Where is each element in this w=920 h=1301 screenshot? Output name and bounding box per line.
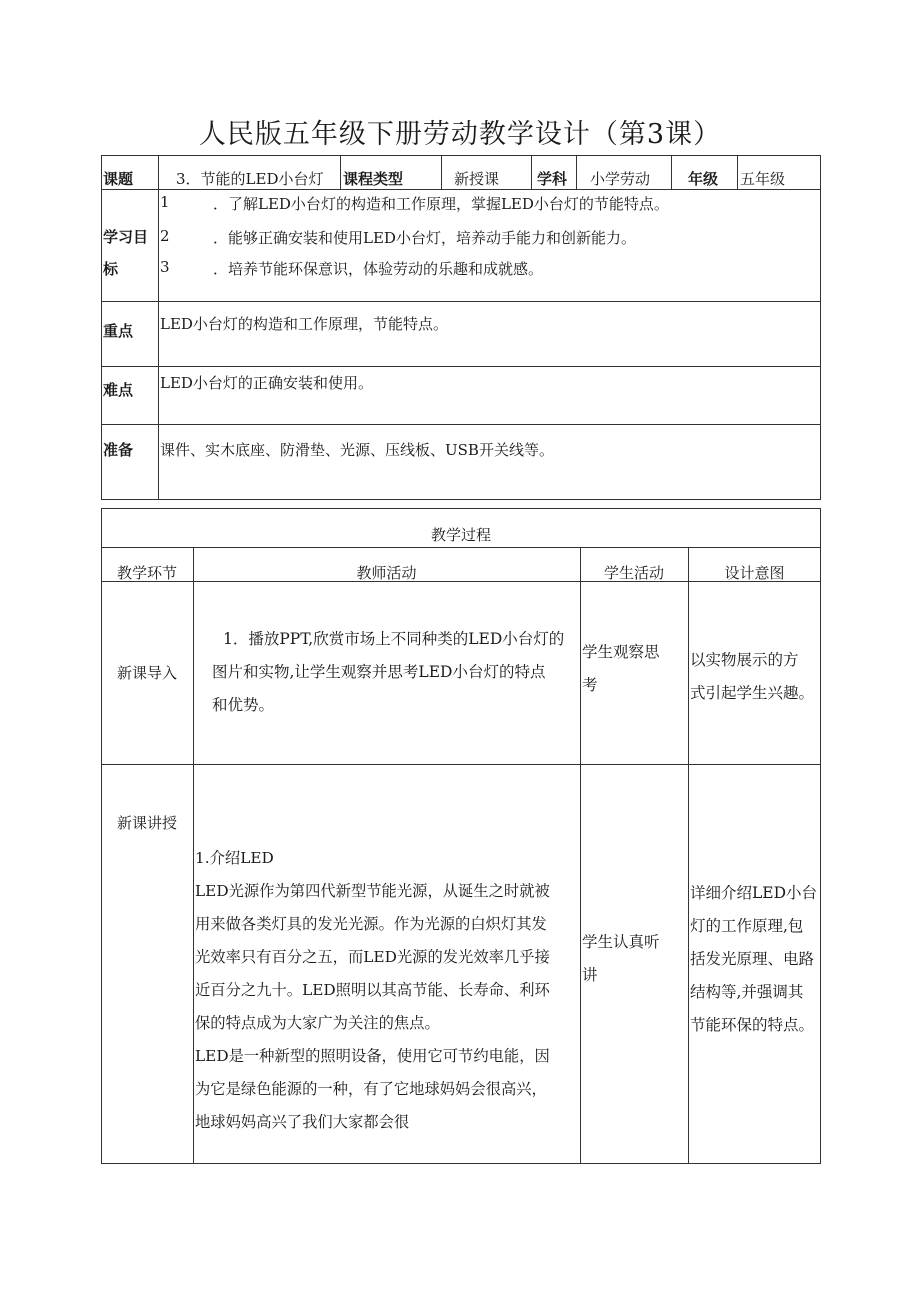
teacher-activity-cell xyxy=(197,623,577,722)
stage-cell: 新课讲授 xyxy=(116,814,177,832)
objective-num: 2 xyxy=(160,227,170,245)
text-line: 保的特点成为大家广为关注的焦点。 xyxy=(195,1014,440,1032)
objective-text: ．培养节能环保意识，体验劳动的乐趣和成就感。 xyxy=(213,260,544,278)
preparation-label: 准备 xyxy=(103,441,134,459)
text-line: 括发光原理、电路 xyxy=(690,950,815,968)
course-type-value: 新授课 xyxy=(454,170,500,188)
column-header-student: 学生活动 xyxy=(603,564,664,582)
text-line: 详细介绍LED小台 xyxy=(690,884,818,902)
stage-cell: 新课导入 xyxy=(116,664,177,682)
text-line: 灯的工作原理,包 xyxy=(690,917,804,935)
difficulty-text: LED小台灯的正确安装和使用。 xyxy=(160,374,373,392)
preparation-text: 课件、实木底座、防滑垫、光源、压线板、USB开关线等。 xyxy=(160,441,554,459)
text-line: 讲 xyxy=(582,966,598,984)
topic-label: 课题 xyxy=(103,170,134,188)
process-heading: 教学过程 xyxy=(430,526,491,544)
text-line: 学生认真听 xyxy=(582,933,660,951)
column-header-stage: 教学环节 xyxy=(116,564,177,582)
text-line: LED是一种新型的照明设备，使用它可节约电能，因 xyxy=(195,1047,550,1065)
text-line: 考 xyxy=(582,676,598,694)
text-line: 近百分之九十。LED照明以其高节能、长寿命、利环 xyxy=(195,981,550,999)
student-activity-cell xyxy=(582,636,686,702)
text-line: 学生观察思 xyxy=(582,643,660,661)
course-type-label: 课程类型 xyxy=(343,170,404,188)
column-header-teacher: 教师活动 xyxy=(356,564,417,582)
text-line: 用来做各类灯具的发光光源。作为光源的白炽灯其发 xyxy=(195,915,547,933)
subject-label: 学科 xyxy=(537,170,568,188)
objectives-label: 学习目 xyxy=(103,228,149,246)
text-line: 地球妈妈高兴了我们大家都会很 xyxy=(195,1113,410,1131)
text-line: 以实物展示的方 xyxy=(690,651,799,669)
column-header-intent: 设计意图 xyxy=(724,564,785,582)
text-line: 和优势。 xyxy=(212,696,275,714)
text-line: 节能环保的特点。 xyxy=(690,1016,815,1034)
objective-text: ．能够正确安装和使用LED小台灯，培养动手能力和创新能力。 xyxy=(213,229,636,247)
objectives-label-cont: 标 xyxy=(103,260,119,278)
text-line: 图片和实物,让学生观察并思考LED小台灯的特点 xyxy=(212,663,546,681)
text-line: 结构等,并强调其 xyxy=(690,983,804,1001)
key-point-text: LED小台灯的构造和工作原理，节能特点。 xyxy=(160,315,448,333)
design-intent-cell xyxy=(690,644,820,710)
grade-label: 年级 xyxy=(688,170,719,188)
design-intent-cell xyxy=(690,877,820,1042)
teacher-activity-cell xyxy=(195,842,579,1139)
subject-value: 小学劳动 xyxy=(590,170,651,188)
text-line: 式引起学生兴趣。 xyxy=(690,684,815,702)
objective-num: 1 xyxy=(160,193,170,211)
student-activity-cell xyxy=(582,926,686,992)
text-line: 1.介绍LED xyxy=(195,849,274,867)
objective-num: 3 xyxy=(160,258,170,276)
text-line: 光效率只有百分之五，而LED光源的发光效率几乎接 xyxy=(195,948,550,966)
document-title: 人民版五年级下册劳动教学设计（第3课） xyxy=(198,119,722,150)
grade-value: 五年级 xyxy=(740,170,786,188)
topic-value: 3．节能的LED小台灯 xyxy=(176,170,324,188)
text-line: LED光源作为第四代新型节能光源，从诞生之时就被 xyxy=(195,882,550,900)
text-line: 为它是绿色能源的一种，有了它地球妈妈会很高兴， xyxy=(195,1080,547,1098)
objective-text: ．了解LED小台灯的构造和工作原理，掌握LED小台灯的节能特点。 xyxy=(213,195,669,213)
key-point-label: 重点 xyxy=(103,322,134,340)
text-line: 1．播放PPT,欣赏市场上不同种类的LED小台灯的 xyxy=(223,630,565,648)
difficulty-label: 难点 xyxy=(103,381,134,399)
